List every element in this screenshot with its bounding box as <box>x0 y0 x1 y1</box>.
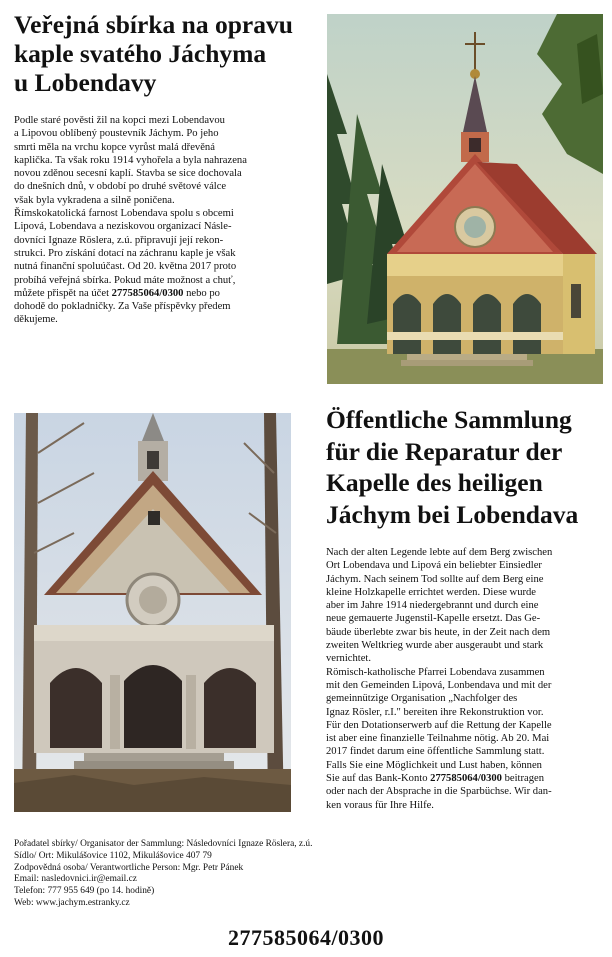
czech-body-line: však byla vykradena a silně poničena. <box>14 194 175 206</box>
czech-body-line: nutná finanční spoluúčast. Od 20. května 2017 proto <box>14 261 237 273</box>
german-body-line: Falls Sie eine Möglichkeit und Lust haben, können <box>326 759 542 771</box>
czech-body-line: dovníci Ignaze Röslera, z.ú. připravují její rekon- <box>14 234 224 246</box>
german-body-line: mit den Gemeinden Lipová, Lonbendava und mit der <box>326 679 552 691</box>
czech-body-line: Podle staré pověsti žil na kopci mezi Lobendavou <box>14 115 225 126</box>
german-body-line: Jáchym. Nach seinem Tod sollte auf dem Berg eine <box>326 573 544 585</box>
german-title-line: Kapelle des heiligen <box>326 468 543 497</box>
czech-body-line: Římskokatolická farnost Lobendava spolu s obcemi <box>14 208 234 220</box>
german-body <box>326 546 608 812</box>
czech-title-line: kaple svatého Jáchyma <box>14 39 267 68</box>
czech-body-line: Lipová, Lobendava a neziskovou organizací Násle- <box>14 221 232 233</box>
german-body-line: ist aber eine finanzielle Teilnahme nötig. Ab 20. Mai <box>326 733 550 745</box>
german-body-line: kleine Holzkapelle errichtet werden. Diese wurde <box>326 586 537 598</box>
czech-body-line: novou zděnou secesní kaplí. Stavba se sice dochovala <box>14 168 242 180</box>
german-body-line: vernichtet. <box>326 653 372 665</box>
german-body-line: Für den Dotationserwerb auf die Rettung der Kapelle <box>326 719 552 731</box>
czech-title <box>14 10 314 97</box>
email-line: Email: nasledovnici.ir@email.cz <box>14 874 137 885</box>
czech-body-line: strukci. Pro získání dotací na záchranu kaple je však <box>14 247 236 259</box>
german-body-line: Nach der alten Legende lebte auf dem Berg zwischen <box>326 547 553 558</box>
czech-body <box>14 114 320 327</box>
czech-title-line: u Lobendavy <box>14 68 157 97</box>
responsible-person-line: Zodpovědná osoba/ Verantwortliche Person: Mgr. Petr Pánek <box>14 862 244 873</box>
german-body-line: bäude überlebte zwar bis heute, in der Zeit nach dem <box>326 626 551 638</box>
czech-body-line: do dnešních dnů, v období po druhé světové válce <box>14 181 227 193</box>
address-line: Sídlo/ Ort: Mikulášovice 1102, Mikulášovice 407 79 <box>14 850 212 861</box>
czech-body-text: můžete přispět na účet <box>14 287 112 299</box>
czech-body-line: dohodě do pokladničky. Za Vaše příspěvky předem <box>14 301 231 313</box>
german-body-line: Ignaz Rösler, r.I." bereiten ihre Rekonstruktion vor. <box>326 706 544 718</box>
german-body-line: 2017 findet darum eine öffentliche Sammlung statt. <box>326 746 545 758</box>
german-body-line: gemeinnützige Organisation „Nachfolger des <box>326 693 518 705</box>
czech-body-line <box>14 287 320 300</box>
german-body-text: beitragen <box>501 773 545 785</box>
german-title-line: Jáchym bei Lobendava <box>326 499 579 529</box>
german-body-line <box>326 772 608 785</box>
german-body-line: Ort Lobendava und Lipová ein beliebter Einsiedler <box>326 560 542 572</box>
czech-title-line: Veřejná sbírka na opravu <box>14 10 293 39</box>
czech-body-line: a Lipovou oblíbený poustevník Jáchym. Po jeho <box>14 128 219 140</box>
chapel-postcard-image <box>327 14 603 384</box>
german-body-line: Römisch-katholische Pfarrei Lobendava zusammen <box>326 666 545 678</box>
german-body-line: oder nach der Absprache in die Sparbüchse. Wir dan- <box>326 786 552 798</box>
web-line: Web: www.jachym.estranky.cz <box>14 897 130 908</box>
german-body-line: ken voraus für Ihre Hilfe. <box>326 799 434 811</box>
bank-account-number: 277585064/0300 <box>227 925 385 950</box>
phone-line: Telefon: 777 955 649 (po 14. hodině) <box>14 886 155 897</box>
chapel-photo-image <box>14 413 291 812</box>
german-account-number: 277585064/0300 <box>430 773 502 785</box>
czech-body-text: nebo po <box>183 287 220 299</box>
czech-account-number: 277585064/0300 <box>111 287 184 299</box>
organizer-line: Pořadatel sbírky/ Organisator der Sammlung: Následovníci Ignaze Röslera, z.ú. <box>14 839 313 849</box>
czech-body-line: probíhá veřejná sbírka. Pokud máte možnost a chuť, <box>14 274 236 286</box>
german-body-line: zweiten Weltkrieg wurde aber ausgeraubt und stark <box>326 640 544 652</box>
organizer-credits <box>14 839 534 910</box>
german-body-line: neue gemauerte Jugenstil-Kapelle ersetzt. Das Ge- <box>326 613 541 625</box>
german-title <box>326 404 606 530</box>
german-body-text: Sie auf das Bank-Konto <box>326 773 431 785</box>
german-title-line: Öffentliche Sammlung <box>326 405 572 434</box>
czech-body-line: smrti měla na vrchu kopce vyrůst malá dřevěná <box>14 141 215 153</box>
german-body-line: aber im Jahre 1914 niedergebrannt und durch eine <box>326 600 539 612</box>
german-title-line: für die Reparatur der <box>326 436 563 466</box>
czech-body-line: děkujeme. <box>14 314 58 326</box>
czech-body-line: kaplička. Ta však roku 1914 vyhořela a byla nahrazena <box>14 154 247 166</box>
